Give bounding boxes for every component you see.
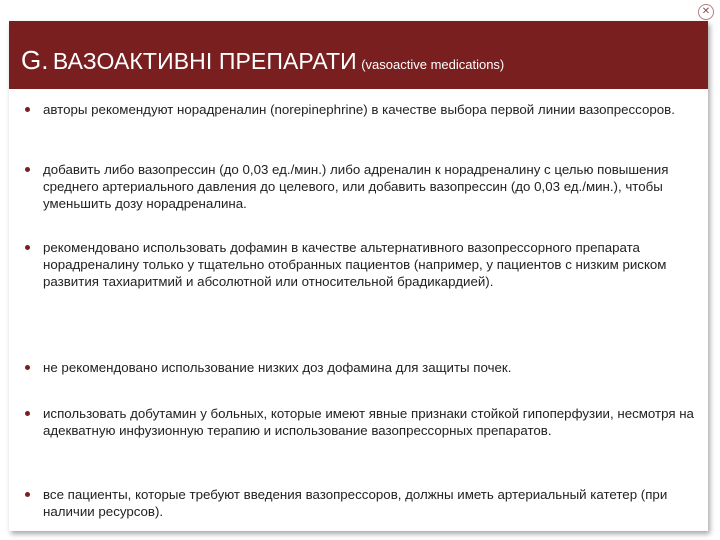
list-item [23,486,701,520]
bullet-text: все пациенты, которые требуют введения вазопрессоров, должны иметь артериальный катетер (при наличии ресурсов). [43,487,668,519]
title-subtitle: (vasoactive medications) [361,57,505,72]
bullet-dot-icon [25,365,30,370]
bullet-dot-icon [25,245,30,250]
bullet-text: рекомендовано использовать дофамин в качестве альтернативного вазопрессорного препарата норадреналину только у тщательно отобранных пациентов (например, у пациентов с низким риском развития тахиаритмий и абсолютной или относительной брадикардией). [43,240,667,289]
bullet-dot-icon [25,492,30,497]
bullet-dot-icon [25,167,30,172]
bullet-text: не рекомендовано использование низких доз дофамина для защиты почек. [43,360,512,375]
title-section-letter: G. [21,45,49,75]
slide-title [9,21,708,89]
list-item [23,359,701,376]
bullet-dot-icon [25,107,30,112]
bullet-text: добавить либо вазопрессин (до 0,03 ед./мин.) либо адреналин к норадреналину с целью повышения среднего артериального давления до целевого, или добавить вазопрессин (до 0,03 ед./мин.), чтобы уменьшить дозу норадреналина. [43,162,669,211]
list-item [23,239,701,290]
close-icon[interactable]: ✕ [698,4,714,20]
list-item [23,101,701,118]
list-item [23,405,701,439]
title-main-text: ВАЗОАКТИВНІ ПРЕПАРАТИ [52,48,357,74]
bullet-dot-icon [25,411,30,416]
bullet-text: авторы рекомендуют норадреналин (norepinephrine) в качестве выбора первой линии вазопрессоров. [43,102,675,117]
list-item [23,161,701,212]
bullet-text: использовать добутамин у больных, которые имеют явные признаки стойкой гипоперфузии, несмотря на адекватную инфузионную терапию и использование вазопрессорных препаратов. [43,406,694,438]
slide [9,21,708,531]
